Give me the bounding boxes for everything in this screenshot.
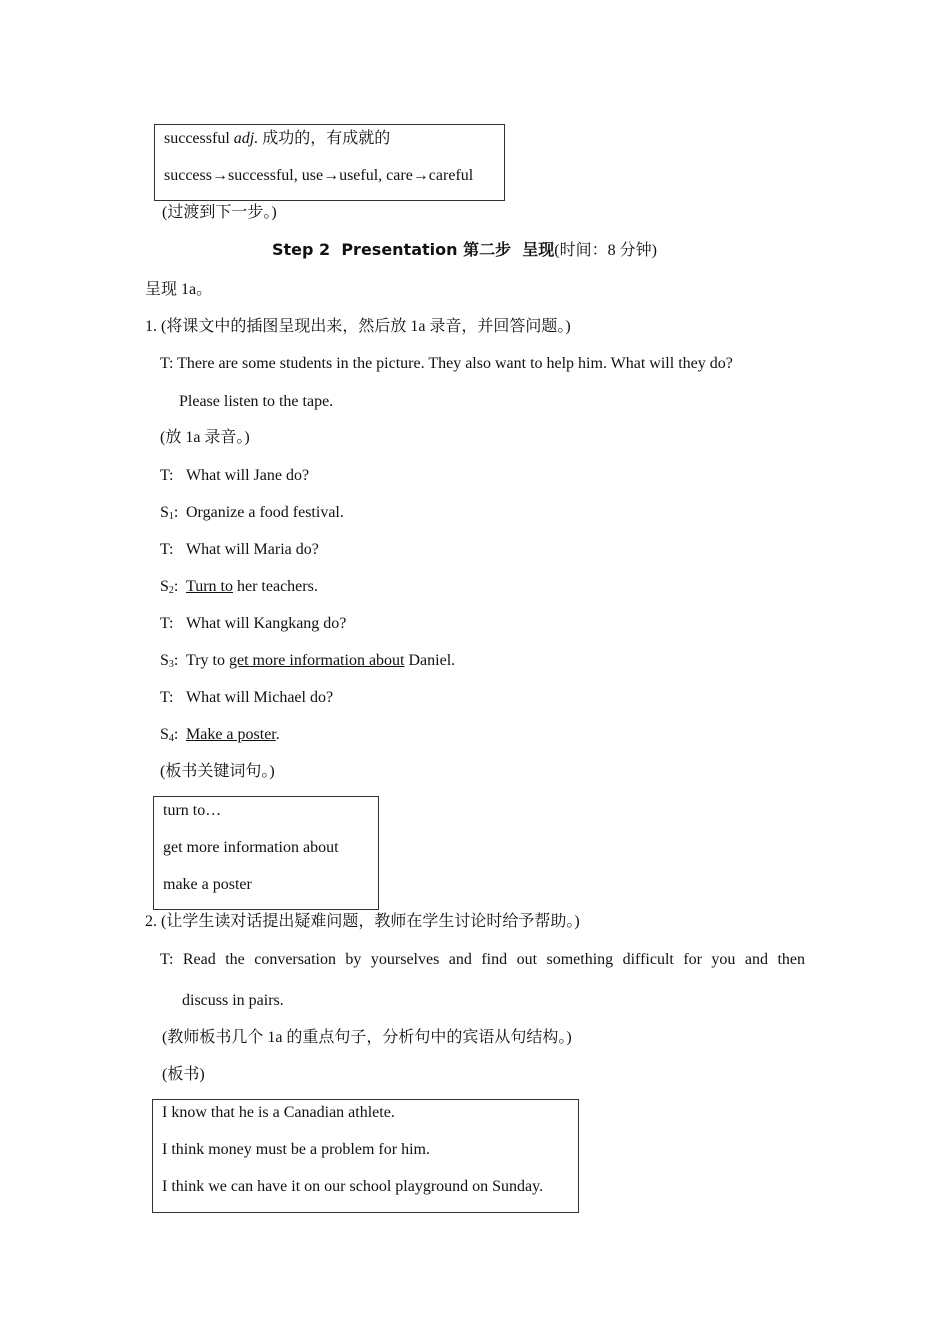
dialogue-line: $S_1$: Organize a food festival.	[160, 503, 344, 527]
transition-note: (过渡到下一步。)	[162, 204, 277, 221]
speaker-label: $S_1$:	[160, 504, 179, 522]
key-sentence: I think we can have it on our school playground on Sunday.	[162, 1178, 544, 1195]
vocab-line-1	[164, 129, 390, 149]
dialogue-line: $S_2$: Turn to her teachers.	[160, 577, 318, 601]
speaker-label: T:	[160, 467, 174, 484]
key-sentence: I think money must be a problem for him.	[162, 1141, 430, 1158]
item2-note2: (板书)	[162, 1066, 205, 1083]
key-phrases-box	[153, 796, 379, 910]
step-title: Step 2 Presentation 第二步 呈现	[272, 240, 555, 259]
step-time: (时间：8 分钟)	[554, 242, 657, 259]
dialogue-line: $S_3$: Try to get more information about Daniel.	[160, 651, 455, 675]
item1-instruction: 1. (将课文中的插图呈现出来，然后放 1a 录音，并回答问题。)	[145, 318, 571, 335]
item2-teacher-line1: T: Read the conversation by yourselves and find out something difficult for you and then	[160, 951, 805, 968]
dialogue-line: T: What will Maria do?	[160, 540, 319, 564]
dialogue-line: T: What will Jane do?	[160, 466, 309, 490]
vocab-pos: adj.	[233, 130, 259, 147]
vocab-meaning: 成功的，有成就的	[262, 130, 391, 147]
key-phrase: make a poster	[163, 876, 252, 893]
item1-teacher-line1: T: There are some students in the picture. They also want to help him. What will they do?	[160, 355, 733, 372]
key-sentence: I know that he is a Canadian athlete.	[162, 1104, 395, 1121]
item2-teacher-line2: discuss in pairs.	[182, 992, 284, 1009]
speaker-label: $S_2$:	[160, 578, 179, 596]
key-phrase: get more information about	[163, 839, 339, 856]
play-note: (放 1a 录音。)	[160, 429, 250, 446]
vocab-word: successful	[164, 130, 230, 147]
vocab-line-2: success→successful, use→useful, care→careful	[164, 167, 474, 184]
key-phrase: turn to…	[163, 802, 222, 819]
dialogue-line: T: What will Michael do?	[160, 688, 333, 712]
speaker-label: T:	[160, 689, 174, 706]
item2-instruction: 2. (让学生读对话提出疑难问题，教师在学生讨论时给予帮助。)	[145, 913, 580, 930]
dialogue-line: T: What will Kangkang do?	[160, 614, 346, 638]
vocab-box	[154, 124, 505, 201]
key-sentences-box	[152, 1099, 579, 1213]
speaker-label: $S_3$:	[160, 652, 179, 670]
board-note: (板书关键词句。)	[160, 763, 275, 780]
speaker-label: $S_4$:	[160, 726, 179, 744]
dialogue-line: $S_4$: Make a poster.	[160, 725, 280, 749]
item2-note1: (教师板书几个 1a 的重点句子，分析句中的宾语从句结构。)	[162, 1029, 572, 1046]
present-1a: 呈现 1a。	[145, 281, 213, 298]
speaker-label: T:	[160, 541, 174, 558]
item1-teacher-line2: Please listen to the tape.	[179, 393, 334, 410]
speaker-label: T:	[160, 615, 174, 632]
step-heading	[272, 240, 657, 261]
